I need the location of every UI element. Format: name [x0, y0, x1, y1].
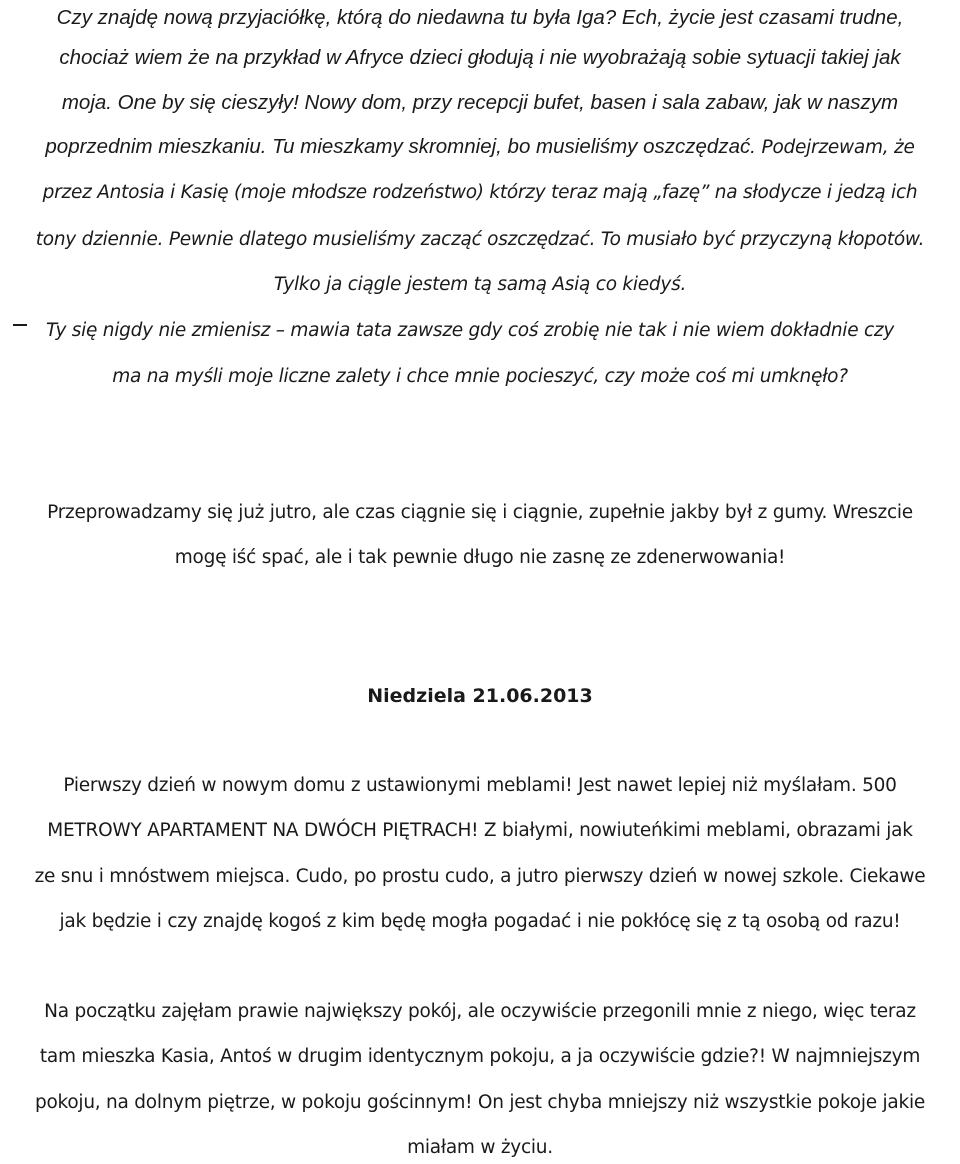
text-span: Podejrzewam, że — [755, 137, 915, 158]
text-span: poprzednim mieszkaniu. Tu mieszkamy skromniej, bo musieliśmy oszczędzać. — [45, 135, 756, 158]
dialogue-dash-icon — [13, 324, 27, 326]
text-line: tam mieszka Kasia, Antoś w drugim identycznym pokoju, a ja oczywiście gdzie?! W najmniejszym — [39, 1046, 921, 1067]
text-line: moja. One by się cieszyły! Nowy dom, przy recepcji bufet, basen i sala zabaw, jak w naszym — [61, 91, 899, 114]
text-line: chociaż wiem że na przykład w Afryce dzieci głodują i nie wyobrażają sobie sytuacji takiej jak — [59, 46, 901, 69]
text-line: miałam w życiu. — [407, 1137, 553, 1158]
entry-date-heading: Niedziela 21.06.2013 — [367, 685, 593, 707]
text-line: Przeprowadzamy się już jutro, ale czas ciągnie się i ciągnie, zupełnie jakby był z gumy. Wreszcie — [47, 502, 913, 523]
text-line: Pierwszy dzień w nowym domu z ustawionymi meblami! Jest nawet lepiej niż myślałam. 500 — [63, 775, 897, 796]
text-line: Czy znajdę nową przyjaciółkę, którą do niedawna tu była Iga? Ech, życie jest czasami trudne, — [56, 6, 904, 29]
text-line — [0, 132, 960, 164]
text-line: jak będzie i czy znajdę kogoś z kim będę mogła pogadać i nie pokłócę się z tą osobą od razu! — [59, 911, 901, 932]
text-line: Na początku zajęłam prawie największy pokój, ale oczywiście przegonili mnie z niego, więc teraz — [44, 1001, 916, 1022]
text-line: ze snu i mnóstwem miejsca. Cudo, po prostu cudo, a jutro pierwszy dzień w nowej szkole. Ciekawe — [34, 866, 926, 887]
text-line: mogę iść spać, ale i tak pewnie długo nie zasnę ze zdenerwowania! — [174, 547, 786, 568]
text-line: tony dziennie. Pewnie dlatego musieliśmy zacząć oszczędzać. To musiało być przyczyną kłopotów. — [35, 229, 925, 250]
text-line: Ty się nigdy nie zmienisz – mawia tata zawsze gdy coś zrobię nie tak i nie wiem dokładnie czy — [46, 320, 895, 341]
text-line: przez Antosia i Kasię (moje młodsze rodzeństwo) którzy teraz mają „fazę” na słodycze i jedzą ich — [42, 182, 918, 203]
text-line: Tylko ja ciągle jestem tą samą Asią co kiedyś. — [273, 274, 687, 295]
text-line: pokoju, na dolnym piętrze, w pokoju gościnnym! On jest chyba mniejszy niż wszystkie pokoje jakie — [35, 1092, 925, 1113]
text-line: ma na myśli moje liczne zalety i chce mnie pocieszyć, czy może coś mi umknęło? — [112, 366, 848, 387]
text-line: METROWY APARTAMENT NA DWÓCH PIĘTRACH! Z białymi, nowiuteńkimi meblami, obrazami jak — [47, 820, 913, 841]
